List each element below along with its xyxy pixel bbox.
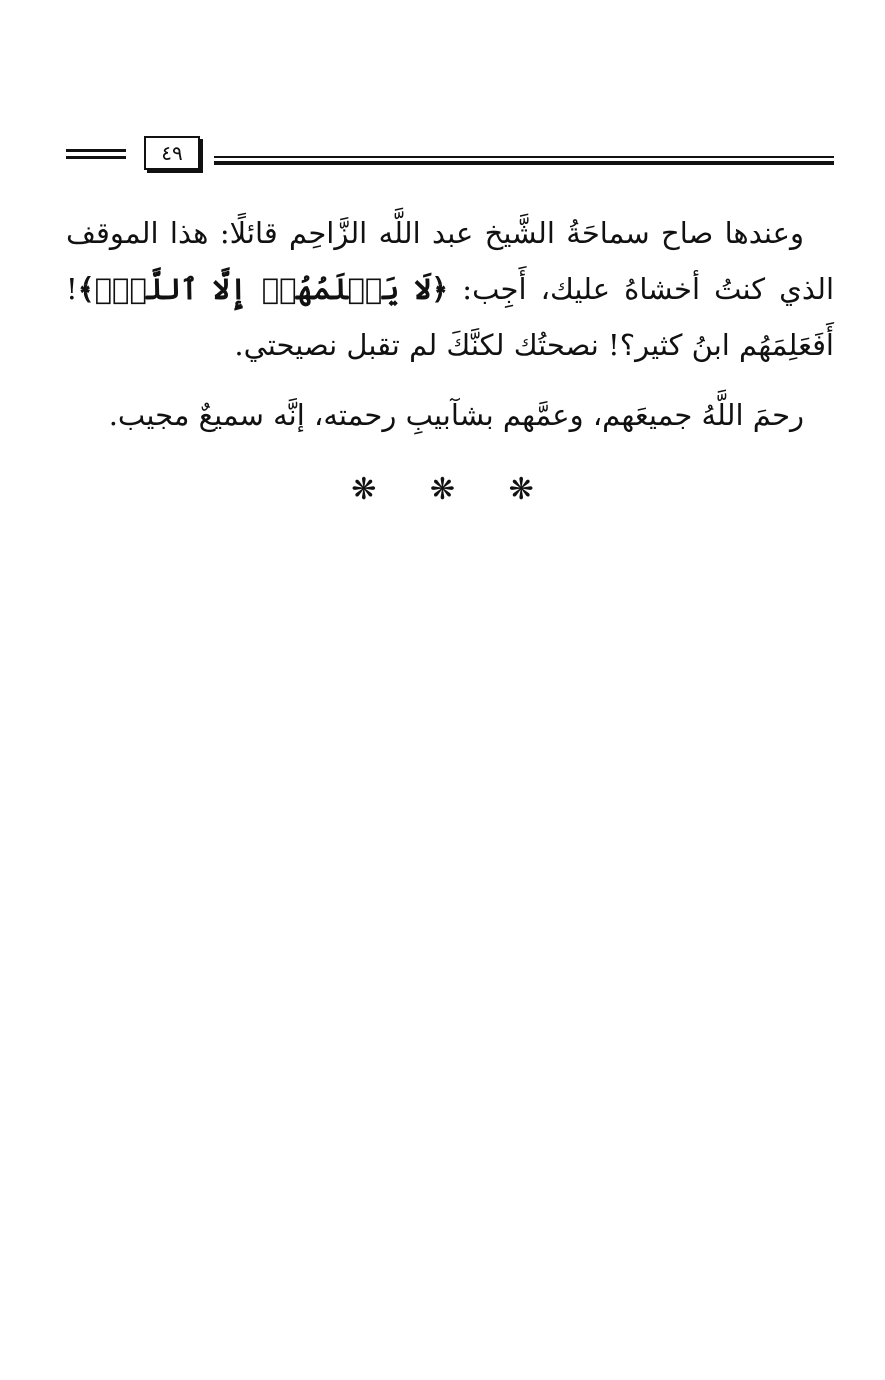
page-body [66,205,834,443]
paragraph-1-text: وعندها صاح سماحَةُ الشَّيخ عبد اللَّه الزَّاحِم قائلًا: هذا الموقف الذي كنتُ أخشاهُ عليك، أَجِب: [66,216,835,306]
header-rule-right [214,156,834,168]
quran-quote: ﴿لَا يَعۡلَمُهُمۡ إِلَّا ٱللَّهُۚ﴾ [77,272,449,306]
section-divider-icon: ❋ ❋ ❋ [351,472,556,507]
paragraph-2: رحمَ اللَّهُ جميعَهم، وعمَّهم بشآبيبِ رحمته، إنَّه سميعٌ مجيب. [108,398,804,432]
paragraph-1 [66,205,834,373]
header-rule-left [66,149,126,161]
page-header [66,134,834,174]
paragraph-1-continuation: ! أَفَعَلِمَهُم ابنُ كثير؟! نصحتُك لكنَّكَ لم تقبل نصيحتي. [66,272,834,362]
page-number: ٤٩ [144,136,200,170]
